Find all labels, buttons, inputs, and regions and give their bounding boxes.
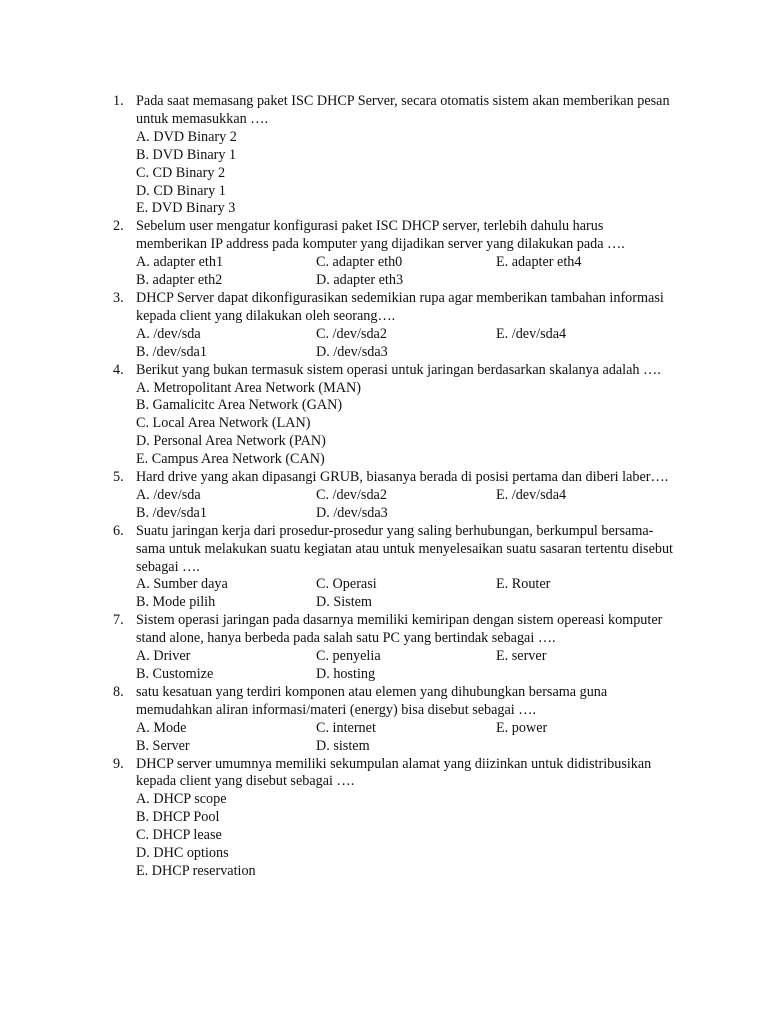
question-number: 2. bbox=[113, 218, 124, 235]
option-c: C. adapter eth0 bbox=[316, 254, 403, 271]
option-grid bbox=[136, 576, 676, 612]
option-c: C. penyelia bbox=[316, 648, 381, 665]
option-d: D. /dev/sda3 bbox=[316, 504, 388, 521]
option-a: A. DVD Binary 2 bbox=[136, 128, 237, 145]
option-e: E. adapter eth4 bbox=[496, 254, 582, 271]
question-text: Berikut yang bukan termasuk sistem operasi untuk jaringan berdasarkan skalanya adalah …. bbox=[136, 361, 661, 378]
option-d: D. sistem bbox=[316, 737, 370, 754]
option-a: A. Driver bbox=[136, 648, 191, 665]
option-e: E. Router bbox=[496, 576, 551, 593]
option-e: E. server bbox=[496, 648, 547, 665]
question-3 bbox=[0, 290, 676, 362]
option-b: B. adapter eth2 bbox=[136, 272, 223, 289]
option-e: E. DVD Binary 3 bbox=[136, 200, 236, 217]
option-e: E. /dev/sda4 bbox=[496, 486, 567, 503]
option-a: A. /dev/sda bbox=[136, 486, 201, 503]
question-number: 3. bbox=[113, 289, 124, 306]
option-c: C. /dev/sda2 bbox=[316, 486, 387, 503]
question-1 bbox=[0, 93, 676, 218]
option-c: C. Local Area Network (LAN) bbox=[136, 415, 311, 432]
option-e: E. /dev/sda4 bbox=[496, 325, 567, 342]
question-5 bbox=[0, 469, 676, 523]
option-d: D. hosting bbox=[316, 666, 376, 682]
option-grid bbox=[136, 720, 676, 756]
option-b: B. Customize bbox=[136, 666, 214, 682]
option-grid bbox=[136, 487, 676, 523]
option-d: D. CD Binary 1 bbox=[136, 182, 226, 199]
option-c: C. /dev/sda2 bbox=[316, 325, 387, 342]
option-list bbox=[136, 791, 676, 881]
question-number: 4. bbox=[113, 361, 124, 378]
option-a: A. adapter eth1 bbox=[136, 254, 224, 271]
question-9 bbox=[0, 756, 676, 881]
option-a: A. DHCP scope bbox=[136, 791, 227, 808]
question-text: DHCP Server dapat dikonfigurasikan sedemikian rupa agar memberikan tambahan informasi kepada client yang dilakukan oleh seorang…. bbox=[136, 289, 664, 324]
option-b: B. DHCP Pool bbox=[136, 809, 220, 826]
option-list bbox=[136, 380, 676, 470]
question-8 bbox=[0, 684, 676, 756]
option-d: D. /dev/sda3 bbox=[316, 343, 388, 360]
question-number: 1. bbox=[113, 93, 124, 109]
question-list bbox=[0, 93, 768, 881]
option-d: D. DHC options bbox=[136, 845, 229, 862]
option-d: D. Personal Area Network (PAN) bbox=[136, 433, 326, 450]
question-text: Suatu jaringan kerja dari prosedur-prosedur yang saling berhubungan, berkumpul bersama-sama untuk melakukan suatu kegiatan atau untuk menyelesaikan suatu sasaran tertentu disebut sebagai …. bbox=[136, 522, 673, 575]
question-number: 9. bbox=[113, 755, 124, 772]
question-7 bbox=[0, 612, 676, 684]
question-6 bbox=[0, 523, 676, 613]
option-e: E. Campus Area Network (CAN) bbox=[136, 451, 325, 468]
option-b: B. /dev/sda1 bbox=[136, 343, 207, 360]
question-2 bbox=[0, 218, 676, 290]
option-c: C. Operasi bbox=[316, 576, 377, 593]
option-b: B. Gamalicitc Area Network (GAN) bbox=[136, 397, 343, 414]
question-number: 5. bbox=[113, 469, 124, 486]
option-d: D. adapter eth3 bbox=[316, 272, 404, 289]
option-a: A. Sumber daya bbox=[136, 576, 228, 593]
question-text: Sebelum user mengatur konfigurasi paket ISC DHCP server, terlebih dahulu harus memberikan IP address pada komputer yang dijadikan server yang dilakukan pada …. bbox=[136, 218, 625, 253]
option-b: B. DVD Binary 1 bbox=[136, 146, 237, 163]
option-e: E. DHCP reservation bbox=[136, 862, 256, 879]
question-number: 6. bbox=[113, 522, 124, 539]
question-number: 7. bbox=[113, 612, 124, 629]
option-a: A. /dev/sda bbox=[136, 325, 201, 342]
option-grid bbox=[136, 326, 676, 362]
option-d: D. Sistem bbox=[316, 594, 372, 611]
question-text: Pada saat memasang paket ISC DHCP Server, secara otomatis sistem akan memberikan pesan untuk memasukkan …. bbox=[136, 93, 670, 127]
option-c: C. CD Binary 2 bbox=[136, 164, 226, 181]
option-b: B. /dev/sda1 bbox=[136, 504, 207, 521]
option-grid bbox=[136, 648, 676, 684]
question-4 bbox=[0, 362, 676, 469]
option-e: E. power bbox=[496, 719, 548, 736]
question-text: DHCP server umumnya memiliki sekumpulan alamat yang diizinkan untuk didistribusikan kepada client yang disebut sebagai …. bbox=[136, 755, 652, 790]
option-grid bbox=[136, 254, 676, 290]
question-text: Sistem operasi jaringan pada dasarnya memiliki kemiripan dengan sistem opereasi komputer stand alone, hanya berbeda pada salah satu PC yang bertindak sebagai …. bbox=[136, 612, 663, 647]
option-c: C. DHCP lease bbox=[136, 827, 222, 844]
option-a: A. Mode bbox=[136, 719, 187, 736]
option-a: A. Metropolitant Area Network (MAN) bbox=[136, 379, 361, 396]
option-c: C. internet bbox=[316, 719, 376, 736]
option-b: B. Server bbox=[136, 737, 190, 754]
option-list bbox=[136, 129, 676, 219]
question-number: 8. bbox=[113, 683, 124, 700]
option-b: B. Mode pilih bbox=[136, 594, 216, 611]
question-text: satu kesatuan yang terdiri komponen atau elemen yang dihubungkan bersama guna memudahkan aliran informasi/materi (energy) bisa disebut sebagai …. bbox=[136, 683, 608, 718]
question-text: Hard drive yang akan dipasangi GRUB, biasanya berada di posisi pertama dan diberi laber…. bbox=[136, 469, 669, 486]
